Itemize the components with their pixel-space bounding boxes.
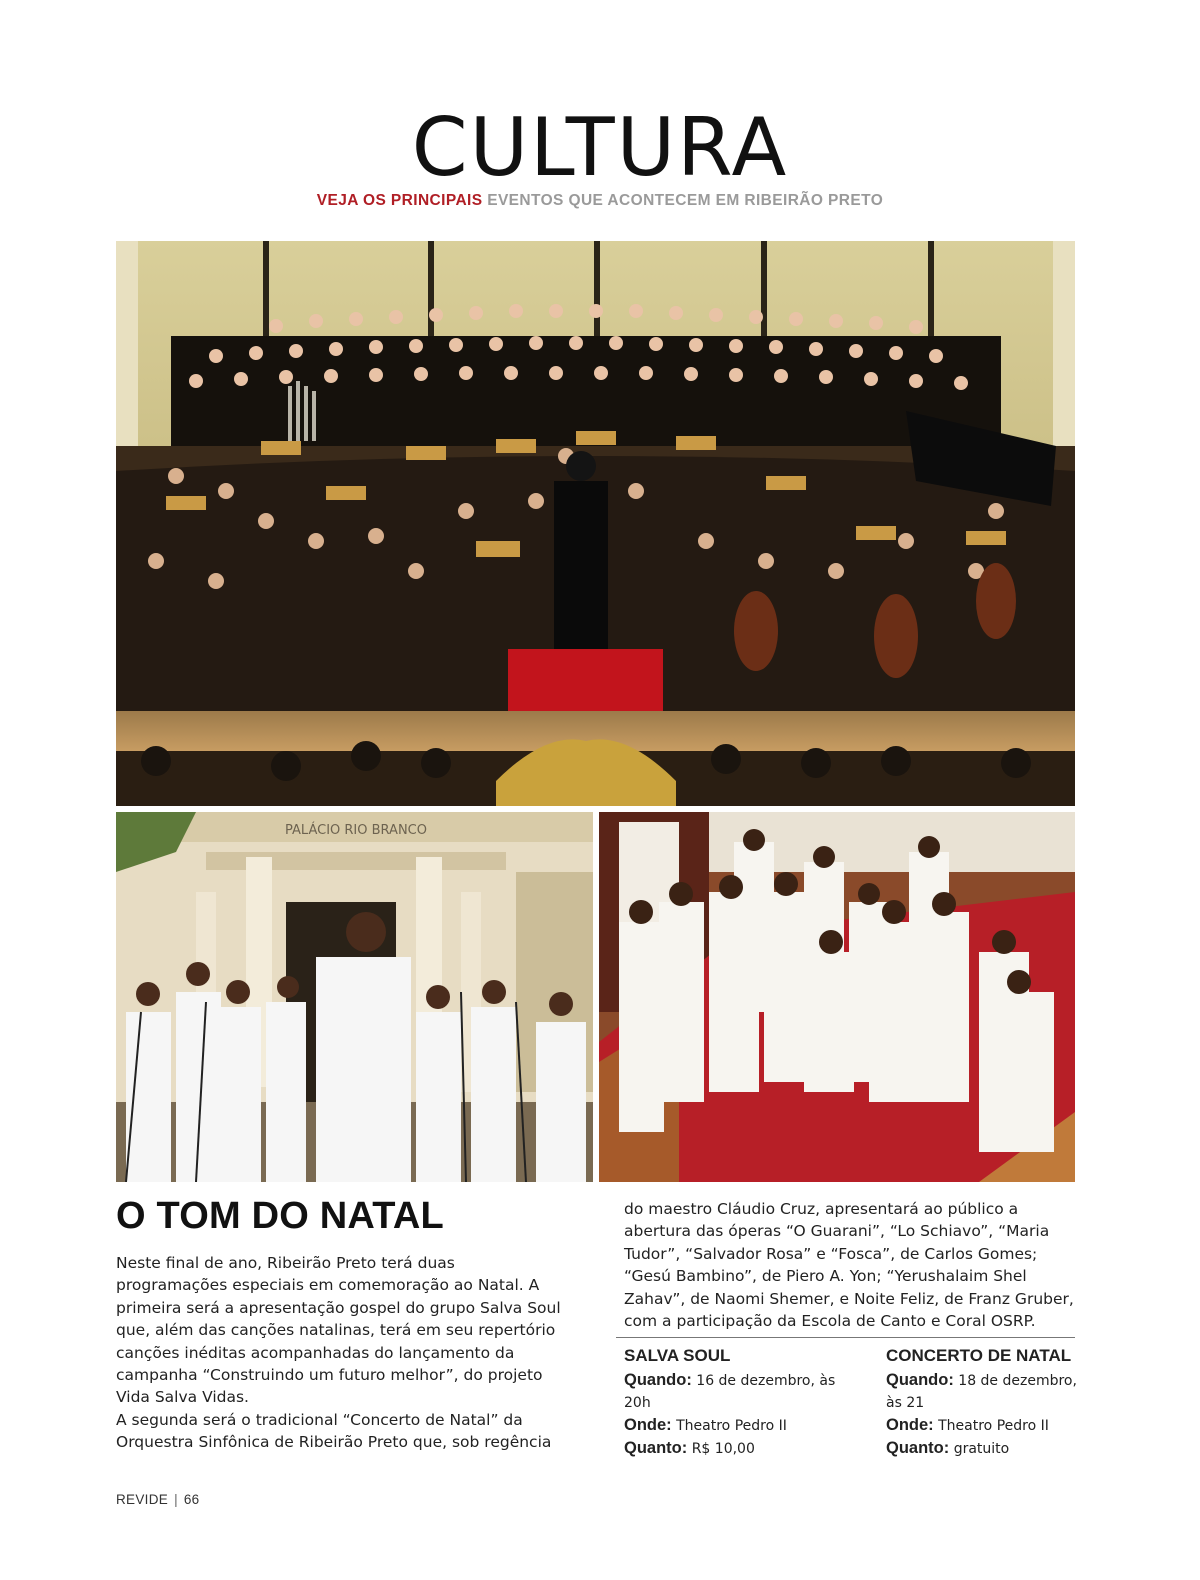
event-price-label: Quanto: xyxy=(886,1439,950,1457)
event-when xyxy=(886,1369,1086,1414)
page-number: 66 xyxy=(183,1492,200,1507)
event-price-value: R$ 10,00 xyxy=(691,1441,755,1457)
gospel-group-choir-photo xyxy=(599,812,1075,1182)
subtitle-rest: EVENTOS QUE ACONTECEM EM RIBEIRÃO PRETO xyxy=(487,192,884,209)
orchestra-photo xyxy=(116,241,1075,806)
article-body-left xyxy=(116,1252,566,1454)
section-title: CULTURA xyxy=(411,101,789,194)
event-title: CONCERTO DE NATAL xyxy=(886,1346,1072,1365)
event-price xyxy=(624,1437,854,1460)
event-price-label: Quanto: xyxy=(624,1439,688,1457)
event-where-value: Theatro Pedro II xyxy=(676,1418,787,1434)
event-price xyxy=(886,1437,1086,1460)
section-subtitle xyxy=(0,192,1200,210)
event-when xyxy=(624,1369,854,1414)
event-when-value: 18 de dezembro, às 21 xyxy=(886,1373,1077,1411)
subtitle-accent: VEJA OS PRINCIPAIS xyxy=(316,192,483,209)
event-title: SALVA SOUL xyxy=(624,1346,731,1365)
event-where xyxy=(886,1414,1086,1437)
gospel-group-palace-photo xyxy=(116,812,593,1182)
article-paragraph: do maestro Cláudio Cruz, apresentará ao público a abertura das óperas “O Guarani”, “Lo Schiavo”, “Maria Tudor”, “Salvador Rosa” e “Fosca”, de Carlos Gomes; “Gesú Bambino”, de Piero A. Yon; “Yerushalaim Shel Zahav”, de Naomi Shemer, e Noite Feliz, de Franz Gruber, com a participação da Escola de Canto e Coral OSRP. xyxy=(624,1200,1074,1331)
event-where-label: Onde: xyxy=(886,1416,934,1434)
event-salva-soul xyxy=(624,1345,854,1460)
event-when-value: 16 de dezembro, às 20h xyxy=(624,1373,836,1411)
article-paragraph: A segunda será o tradicional “Concerto de Natal” da Orquestra Sinfônica de Ribeirão Preto que, sob regência xyxy=(116,1410,552,1452)
article-body-right xyxy=(624,1198,1078,1332)
event-concerto-de-natal xyxy=(886,1345,1086,1460)
event-price-value: gratuito xyxy=(953,1441,1010,1457)
page-footer xyxy=(116,1492,200,1507)
divider xyxy=(616,1337,1075,1338)
event-where-label: Onde: xyxy=(624,1416,672,1434)
magazine-name: REVIDE xyxy=(116,1492,169,1507)
event-where xyxy=(624,1414,854,1437)
footer-separator: | xyxy=(174,1492,178,1507)
palace-sign: PALÁCIO RIO BRANCO xyxy=(285,823,427,838)
event-when-label: Quando: xyxy=(624,1371,692,1389)
event-where-value: Theatro Pedro II xyxy=(938,1418,1049,1434)
article-paragraph: Neste final de ano, Ribeirão Preto terá duas programações especiais em comemoração ao Natal. A primeira será a apresentação gospel do grupo Salva Soul que, além das canções natalinas, terá em seu repertório canções inéditas acompanhadas do lançamento da campanha “Construindo um futuro melhor”, do projeto Vida Salva Vidas. xyxy=(116,1254,561,1407)
article-headline: O TOM DO NATAL xyxy=(116,1195,444,1237)
event-when-label: Quando: xyxy=(886,1371,954,1389)
